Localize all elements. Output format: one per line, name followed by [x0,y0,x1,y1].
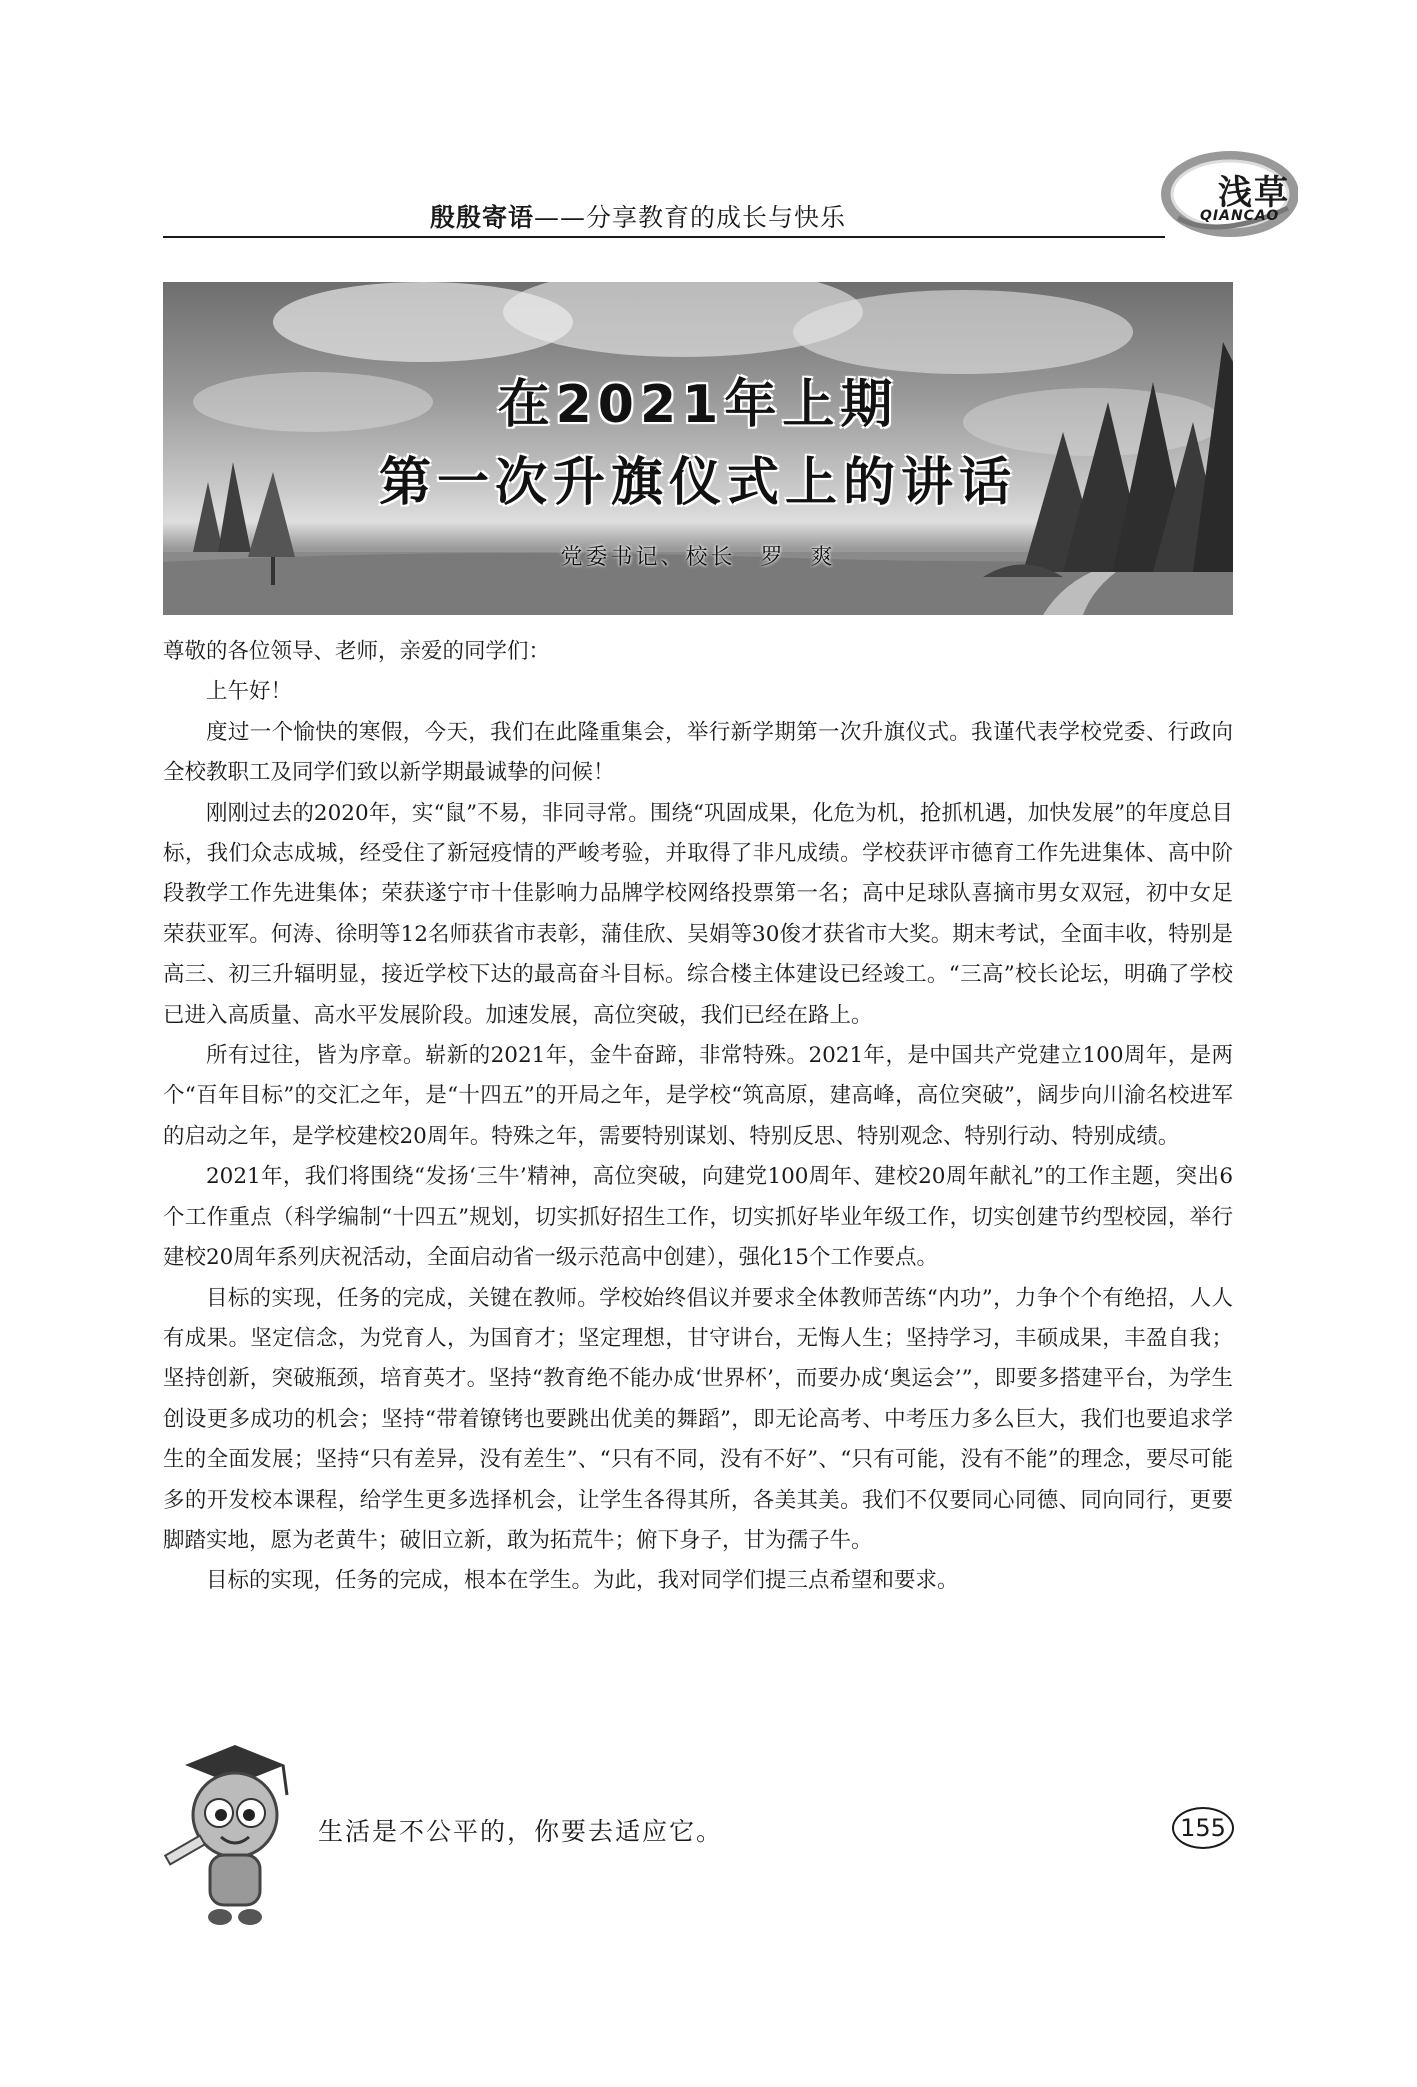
title-banner [163,282,1233,615]
graduate-mascot-icon [155,1735,295,1935]
article-body [163,632,1233,1602]
paragraph: 2021年，我们将围绕“发扬‘三牛’精神，高位突破，向建党100周年、建校20周年献礼”的工作主题，突出6个工作重点（科学编制“十四五”规划，切实抓好招生工作，切实抓好毕业年级工作，切实创建节约型校园，举行建校20周年系列庆祝活动，全面启动省一级示范高中创建），强化15个工作要点。 [163,1164,1233,1271]
footer-quote: 生活是不公平的，你要去适应它。 [318,1817,724,1846]
paragraph-greeting: 上午好！ [206,679,293,705]
banner-title-line2: 第一次升旗仪式上的讲话 [378,453,1017,513]
column-subtitle: ——分享教育的成长与快乐 [534,203,847,232]
page-number: 155 [1172,1807,1234,1849]
paragraph: 目标的实现，任务的完成，根本在学生。为此，我对同学们提三点希望和要求。 [206,1568,959,1594]
banner-title-line1: 在2021年上期 [497,375,899,435]
paragraph: 刚刚过去的2020年，实“鼠”不易，非同寻常。围绕“巩固成果，化危为机，抢抓机遇，加快发展”的年度总目标，我们众志成城，经受住了新冠疫情的严峻考验，并取得了非凡成绩。学校获评市德育工作先进集体、高中阶段教学工作先进集体；荣获遂宁市十佳影响力品牌学校网络投票第一名；高中足球队喜摘市男女双冠，初中女足荣获亚军。何涛、徐明等12名师获省市表彰，蒲佳欣、吴娟等30俊才获省市大奖。期末考试，全面丰收，特别是高三、初三升辐明显，接近学校下达的最高奋斗目标。综合楼主体建设已经竣工。“三高”校长论坛，明确了学校已进入高质量、高水平发展阶段。加速发展，高位突破，我们已经在路上。 [163,800,1233,1028]
logo-text: 浅草 [1218,173,1290,213]
paragraph: 度过一个愉快的寒假，今天，我们在此隆重集会，举行新学期第一次升旗仪式。我谨代表学校党委、行政向全校教职工及同学们致以新学期最诚挚的问候！ [163,719,1233,786]
logo-subtext: QIANCAO [1200,208,1280,224]
running-header [430,198,846,234]
column-name: 殷殷寄语 [430,203,535,232]
author-byline: 党委书记、校长 罗 爽 [560,545,836,570]
paragraph: 目标的实现，任务的完成，关键在教师。学校始终倡议并要求全体教师苦练“内功”，力争个个有绝招，人人有成果。坚定信念，为党育人，为国育才；坚定理想，甘守讲台，无悔人生；坚持学习，丰硕成果，丰盈自我；坚持创新，突破瓶颈，培育英才。坚持“教育绝不能办成‘世界杯’，而要办成‘奥运会’”，即要多搭建平台，为学生创设更多成功的机会；坚持“带着镣铐也要跳出优美的舞蹈”，即无论高考、中考压力多么巨大，我们也要追求学生的全面发展；坚持“只有差异，没有差生”、“只有不同，没有不好”、“只有可能，没有不能”的理念，要尽可能多的开发校本课程，给学生更多选择机会，让学生各得其所，各美其美。我们不仅要同心同德、同向同行，更要脚踏实地，愿为老黄牛；破旧立新，敢为拓荒牛；俯下身子，甘为孺子牛。 [163,1285,1233,1553]
paragraph-salutation: 尊敬的各位领导、老师，亲爱的同学们： [163,639,551,664]
paragraph: 所有过往，皆为序章。崭新的2021年，金牛奋蹄，非常特殊。2021年，是中国共产党建立100周年，是两个“百年目标”的交汇之年，是“十四五”的开局之年，是学校“筑高原，建高峰，高位突破”，阔步向川渝名校进军的启动之年，是学校建校20周年。特殊之年，需要特别谋划、特别反思、特别观念、特别行动、特别成绩。 [163,1043,1233,1149]
header-rule [163,236,1165,238]
